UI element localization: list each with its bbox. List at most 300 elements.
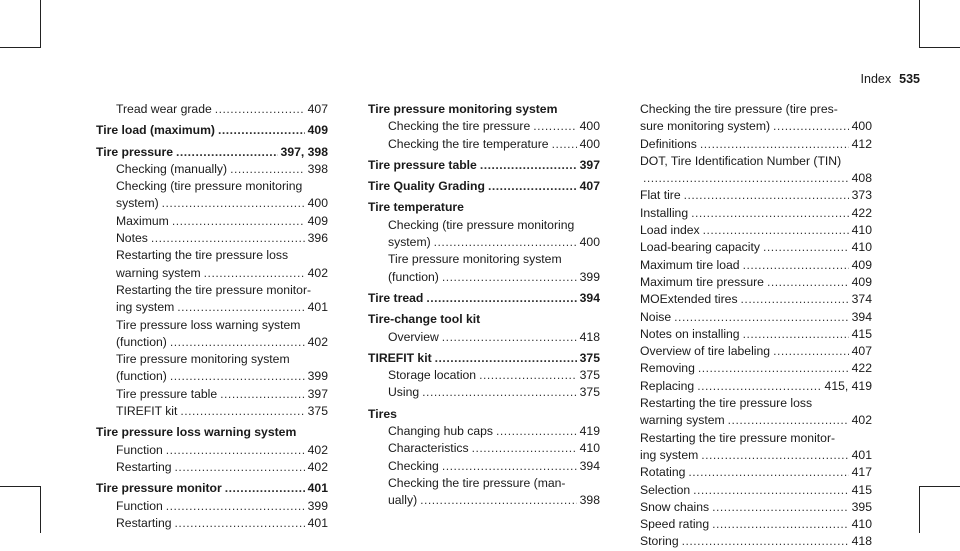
entry-text: Snow chains xyxy=(640,499,710,514)
index-entry xyxy=(640,533,872,550)
leader-dots xyxy=(682,533,849,550)
index-line xyxy=(116,230,328,247)
page-reference: 394 xyxy=(851,309,872,324)
index-entry xyxy=(640,360,872,377)
leader-dots xyxy=(480,157,577,174)
entry-text: Overview of tire labeling xyxy=(640,344,771,359)
entry-text: Restarting the tire pressure monitor- xyxy=(116,282,312,297)
leader-dots xyxy=(225,480,305,497)
page-reference: 409 xyxy=(851,274,872,289)
leader-dots xyxy=(177,299,304,316)
index-line xyxy=(388,269,600,286)
page-reference: 415 xyxy=(851,326,872,341)
leader-dots xyxy=(204,265,305,282)
page-reference: 415 xyxy=(851,482,872,497)
page-reference: 412 xyxy=(851,136,872,151)
index-entry xyxy=(640,430,872,465)
page-reference: 422 xyxy=(851,361,872,376)
crop-mark xyxy=(919,486,960,487)
entry-text: Notes xyxy=(116,231,148,246)
index-entry xyxy=(96,178,328,213)
page-number: 535 xyxy=(899,72,920,86)
index-entry xyxy=(96,459,328,476)
index-line xyxy=(388,136,600,153)
index-entry xyxy=(640,257,872,274)
entry-text: Checking xyxy=(388,458,439,473)
index-entry xyxy=(96,515,328,532)
page-reference: 394 xyxy=(579,458,600,473)
index-entry xyxy=(640,516,872,533)
crop-mark xyxy=(919,47,960,48)
index-line xyxy=(640,222,872,239)
crop-mark xyxy=(40,486,41,533)
leader-dots xyxy=(698,360,849,377)
page-reference: 397 xyxy=(579,157,600,172)
index-entry xyxy=(368,384,600,401)
leader-dots xyxy=(218,122,305,139)
leader-dots xyxy=(180,403,304,420)
entry-text: (function) xyxy=(116,334,167,349)
entry-text: sure monitoring system) xyxy=(640,119,771,134)
index-entry xyxy=(96,351,328,386)
index-column-1 xyxy=(96,101,328,532)
page-reference: 410 xyxy=(579,441,600,456)
index-line xyxy=(640,533,872,550)
index-line xyxy=(640,205,872,222)
index-entry xyxy=(96,386,328,403)
entry-text: Tire pressure xyxy=(96,144,174,159)
index-line xyxy=(640,136,872,153)
index-entry xyxy=(96,161,328,178)
entry-text: Removing xyxy=(640,361,695,376)
entry-text: Characteristics xyxy=(388,441,469,456)
leader-dots xyxy=(176,144,278,161)
index-entry xyxy=(640,205,872,222)
page-reference: 402 xyxy=(307,459,328,474)
index-line xyxy=(640,291,872,308)
index-line xyxy=(368,157,600,174)
entry-text: Installing xyxy=(640,205,689,220)
index-entry xyxy=(640,326,872,343)
leader-dots xyxy=(533,118,576,135)
page-reference: 375 xyxy=(579,350,600,365)
index-line xyxy=(116,101,328,118)
index-line xyxy=(368,290,600,307)
entry-text: TIREFIT kit xyxy=(116,404,178,419)
entry-text: Function xyxy=(116,498,163,513)
index-line xyxy=(96,122,328,139)
index-entry xyxy=(368,311,600,328)
entry-text: Tire pressure loss warning system xyxy=(116,317,301,332)
entry-text: Function xyxy=(116,442,163,457)
leader-dots xyxy=(643,170,849,187)
entry-text: Checking the tire pressure xyxy=(388,119,531,134)
index-line xyxy=(116,368,328,385)
crop-mark xyxy=(0,486,40,487)
page-reference: 400 xyxy=(579,119,600,134)
page-reference: 407 xyxy=(579,179,600,194)
header-title: Index xyxy=(860,72,892,86)
leader-dots xyxy=(420,492,577,509)
entry-text: Load-bearing capacity xyxy=(640,240,760,255)
index-line xyxy=(388,367,600,384)
page-reference: 410 xyxy=(851,223,872,238)
entry-text: Tire load (maximum) xyxy=(96,123,215,138)
entry-text: Tire pressure monitor xyxy=(96,481,222,496)
index-entry xyxy=(96,442,328,459)
index-line xyxy=(388,118,600,135)
index-line xyxy=(640,378,872,395)
index-entry xyxy=(640,343,872,360)
index-entry xyxy=(368,118,600,135)
index-line xyxy=(640,118,872,135)
index-entry xyxy=(640,291,872,308)
page-reference: 399 xyxy=(307,498,328,513)
page-reference: 408 xyxy=(851,171,872,186)
index-line xyxy=(640,170,872,187)
index-entry xyxy=(368,217,600,252)
index-line xyxy=(96,480,328,497)
index-entry xyxy=(96,101,328,118)
crop-mark xyxy=(40,0,41,48)
index-entry xyxy=(640,222,872,239)
index-line xyxy=(96,144,328,161)
entry-text: system) xyxy=(388,235,431,250)
page-reference: 402 xyxy=(307,334,328,349)
index-line xyxy=(640,360,872,377)
entry-text: Using xyxy=(388,385,420,400)
page-reference: 398 xyxy=(307,161,328,176)
index-line xyxy=(640,499,872,516)
leader-dots xyxy=(175,515,305,532)
entry-text: Restarting xyxy=(116,515,172,530)
entry-text: Storage location xyxy=(388,368,477,383)
index-entry xyxy=(640,153,872,188)
page-reference: 400 xyxy=(307,196,328,211)
page-reference: 373 xyxy=(851,188,872,203)
page-reference: 400 xyxy=(579,235,600,250)
index-entry xyxy=(640,101,872,136)
page-reference: 409 xyxy=(851,257,872,272)
leader-dots xyxy=(472,440,577,457)
index-line xyxy=(116,161,328,178)
index-line xyxy=(640,187,872,204)
entry-text: TIREFIT kit xyxy=(368,350,432,365)
leader-dots xyxy=(479,367,577,384)
index-entry xyxy=(368,406,600,423)
index-line xyxy=(116,334,328,351)
leader-dots xyxy=(435,350,577,367)
entry-text: warning system xyxy=(640,413,725,428)
index-entry xyxy=(368,329,600,346)
leader-dots xyxy=(215,101,305,118)
index-column-3 xyxy=(640,101,872,551)
page-reference: 418 xyxy=(851,534,872,549)
leader-dots xyxy=(773,118,849,135)
page-reference: 375 xyxy=(307,404,328,419)
leader-dots xyxy=(701,447,848,464)
page-reference: 396 xyxy=(307,231,328,246)
entry-text: Checking the tire temperature xyxy=(388,136,549,151)
index-entry xyxy=(640,499,872,516)
index-line xyxy=(368,350,600,367)
entry-text: Tread wear grade xyxy=(116,102,212,116)
entry-text: (function) xyxy=(116,369,167,384)
index-entry xyxy=(96,480,328,497)
leader-dots xyxy=(220,386,305,403)
page-reference: 419 xyxy=(579,424,600,439)
index-entry xyxy=(96,213,328,230)
entry-text: Checking (tire pressure monitoring xyxy=(116,179,303,194)
index-entry xyxy=(96,122,328,139)
page-reference: 407 xyxy=(307,102,328,116)
index-entry xyxy=(640,187,872,204)
index-entry xyxy=(368,101,600,118)
index-entry xyxy=(96,317,328,352)
index-entry xyxy=(96,424,328,441)
page-reference: 402 xyxy=(851,413,872,428)
index-line xyxy=(640,516,872,533)
index-entry xyxy=(368,157,600,174)
entry-text: Tires xyxy=(368,406,397,421)
entry-text: Restarting xyxy=(116,459,172,474)
leader-dots xyxy=(712,499,849,516)
entry-text: Maximum tire pressure xyxy=(640,274,764,289)
leader-dots xyxy=(728,412,849,429)
index-line xyxy=(388,458,600,475)
entry-text: Restarting the tire pressure loss xyxy=(116,248,289,263)
index-line xyxy=(640,239,872,256)
index-line xyxy=(640,464,872,481)
index-line xyxy=(388,234,600,251)
entry-text: Checking the tire pressure (man- xyxy=(388,475,566,490)
index-line xyxy=(388,329,600,346)
index-entry xyxy=(96,282,328,317)
entry-text: Tire Quality Grading xyxy=(368,179,485,194)
entry-text: Rotating xyxy=(640,465,686,480)
page-reference: 402 xyxy=(307,442,328,457)
index-line xyxy=(116,459,328,476)
leader-dots xyxy=(434,234,577,251)
index-column-2 xyxy=(368,101,600,510)
index-line xyxy=(116,195,328,212)
leader-dots xyxy=(170,368,305,385)
index-entry xyxy=(640,309,872,326)
page-reference: 395 xyxy=(851,499,872,514)
page-reference: 402 xyxy=(307,265,328,280)
leader-dots xyxy=(697,378,821,395)
crop-mark xyxy=(0,47,40,48)
index-entry xyxy=(368,423,600,440)
leader-dots xyxy=(552,136,577,153)
leader-dots xyxy=(496,423,577,440)
index-entry xyxy=(640,136,872,153)
leader-dots xyxy=(175,459,305,476)
entry-text: (function) xyxy=(388,269,439,284)
index-entry xyxy=(368,475,600,510)
entry-text: MOExtended tires xyxy=(640,292,738,307)
leader-dots xyxy=(422,384,576,401)
index-entry xyxy=(640,395,872,430)
leader-dots xyxy=(693,482,849,499)
page-reference: 417 xyxy=(851,465,872,480)
entry-text: Maximum tire load xyxy=(640,257,740,272)
entry-text: Tire tread xyxy=(368,290,424,305)
index-entry xyxy=(368,199,600,216)
entry-text: DOT, Tire Identification Number (TIN) xyxy=(640,153,842,168)
index-entry xyxy=(640,482,872,499)
entry-text: Restarting the tire pressure loss xyxy=(640,396,813,411)
page-reference: 409 xyxy=(307,123,328,138)
leader-dots xyxy=(712,516,849,533)
page-reference: 399 xyxy=(579,269,600,284)
index-line xyxy=(388,423,600,440)
leader-dots xyxy=(674,309,848,326)
index-line xyxy=(116,213,328,230)
index-line xyxy=(388,384,600,401)
index-line xyxy=(640,326,872,343)
leader-dots xyxy=(172,213,305,230)
entry-text: Changing hub caps xyxy=(388,424,494,439)
leader-dots xyxy=(743,257,849,274)
entry-text: Definitions xyxy=(640,136,697,151)
leader-dots xyxy=(151,230,305,247)
page-reference: 374 xyxy=(851,292,872,307)
page-header xyxy=(861,72,920,86)
page-reference: 409 xyxy=(307,213,328,228)
entry-text: Checking (tire pressure monitoring xyxy=(388,217,575,232)
page-reference: 418 xyxy=(579,329,600,344)
entry-text: ing system xyxy=(640,447,699,462)
index-line xyxy=(640,482,872,499)
index-line xyxy=(116,442,328,459)
index-entry xyxy=(96,144,328,161)
page-reference: 397, 398 xyxy=(280,144,328,159)
index-entry xyxy=(368,251,600,286)
index-line xyxy=(116,403,328,420)
entry-text: Checking (manually) xyxy=(116,161,228,176)
index-entry xyxy=(640,464,872,481)
entry-text: Tire pressure table xyxy=(116,386,218,401)
entry-text: Overview xyxy=(388,329,439,344)
index-entry xyxy=(640,274,872,291)
page-reference: 375 xyxy=(579,385,600,400)
index-line xyxy=(640,274,872,291)
leader-dots xyxy=(691,205,849,222)
page-reference: 375 xyxy=(579,368,600,383)
entry-text: Checking the tire pressure (tire pres- xyxy=(640,102,838,116)
entry-text: Tire pressure monitoring system xyxy=(388,252,562,267)
entry-text: Maximum xyxy=(116,213,169,228)
index-entry xyxy=(640,239,872,256)
leader-dots xyxy=(488,178,577,195)
entry-text: Tire pressure monitoring system xyxy=(368,102,558,116)
page-reference: 399 xyxy=(307,369,328,384)
leader-dots xyxy=(743,326,849,343)
page-reference: 400 xyxy=(851,119,872,134)
index-entry xyxy=(640,378,872,395)
leader-dots xyxy=(741,291,849,308)
page-reference: 410 xyxy=(851,240,872,255)
index-entry xyxy=(368,440,600,457)
page-reference: 410 xyxy=(851,517,872,532)
index-line xyxy=(116,498,328,515)
entry-text: Tire temperature xyxy=(368,200,464,215)
entry-text: Notes on installing xyxy=(640,326,740,341)
leader-dots xyxy=(162,195,305,212)
entry-text: ing system xyxy=(116,300,175,315)
page-reference: 397 xyxy=(307,386,328,401)
page-reference: 415, 419 xyxy=(824,378,872,393)
index-entry xyxy=(368,178,600,195)
crop-mark xyxy=(919,0,920,48)
index-entry xyxy=(96,403,328,420)
index-entry xyxy=(368,136,600,153)
index-entry xyxy=(368,290,600,307)
page-reference: 422 xyxy=(851,205,872,220)
entry-text: Storing xyxy=(640,534,679,549)
entry-text: Flat tire xyxy=(640,188,681,203)
leader-dots xyxy=(684,187,849,204)
entry-text: system) xyxy=(116,196,159,211)
leader-dots xyxy=(773,343,849,360)
entry-text: Selection xyxy=(640,482,691,497)
index-entry xyxy=(368,367,600,384)
leader-dots xyxy=(767,274,849,291)
page-reference: 394 xyxy=(579,290,600,305)
entry-text: Restarting the tire pressure monitor- xyxy=(640,430,836,445)
leader-dots xyxy=(688,464,848,481)
index-line xyxy=(116,265,328,282)
entry-text: warning system xyxy=(116,265,201,280)
index-line xyxy=(640,412,872,429)
page-reference: 398 xyxy=(579,493,600,508)
leader-dots xyxy=(763,239,849,256)
index-line xyxy=(640,309,872,326)
entry-text: Tire pressure table xyxy=(368,157,477,172)
index-line xyxy=(116,386,328,403)
leader-dots xyxy=(442,458,577,475)
leader-dots xyxy=(426,290,576,307)
index-entry xyxy=(368,350,600,367)
index-line xyxy=(116,515,328,532)
page-reference: 401 xyxy=(851,447,872,462)
index-line xyxy=(368,178,600,195)
leader-dots xyxy=(166,498,305,515)
index-entry xyxy=(96,247,328,282)
entry-text: Tire pressure monitoring system xyxy=(116,352,290,367)
index-line xyxy=(640,343,872,360)
index-line xyxy=(116,299,328,316)
entry-text: Noise xyxy=(640,309,672,324)
page-reference: 401 xyxy=(307,300,328,315)
crop-mark xyxy=(919,486,920,533)
index-entry xyxy=(368,458,600,475)
entry-text: Load index xyxy=(640,223,700,238)
entry-text: Tire-change tool kit xyxy=(368,312,481,327)
entry-text: Tire pressure loss warning system xyxy=(96,425,297,440)
page-reference: 401 xyxy=(307,515,328,530)
index-entry xyxy=(96,230,328,247)
page-reference: 401 xyxy=(307,481,328,496)
page-reference: 400 xyxy=(579,136,600,151)
entry-text: Speed rating xyxy=(640,517,710,532)
leader-dots xyxy=(442,329,577,346)
leader-dots xyxy=(230,161,305,178)
leader-dots xyxy=(700,136,849,153)
leader-dots xyxy=(166,442,305,459)
entry-text: Replacing xyxy=(640,378,695,393)
